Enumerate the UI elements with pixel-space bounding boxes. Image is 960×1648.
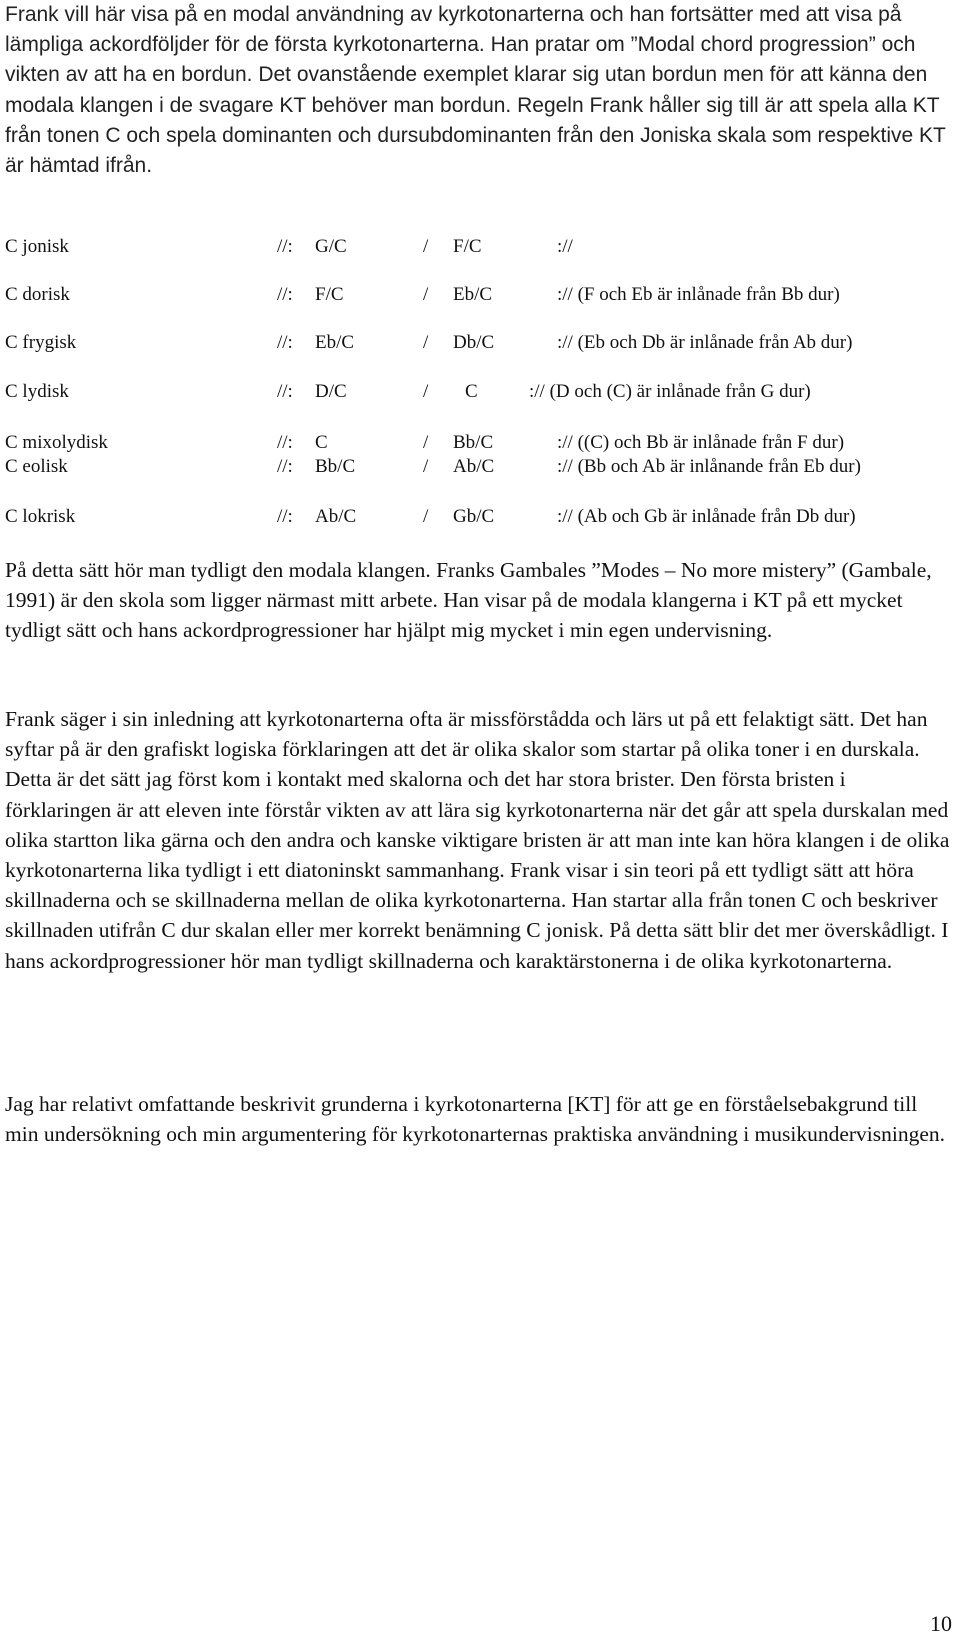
repeat-close-note: :// (Bb och Ab är inlånande från Eb dur) (557, 456, 861, 477)
mode-name: C lydisk (5, 381, 69, 402)
mode-name: C mixolydisk (5, 432, 108, 453)
repeat-close-note: :// ((C) och Bb är inlånade från F dur) (557, 432, 845, 453)
chord-1: D/C (315, 381, 347, 402)
chord-2: Bb/C (453, 432, 494, 453)
repeat-close-note: :// (Eb och Db är inlånade från Ab dur) (557, 332, 853, 353)
chord-1: G/C (315, 236, 347, 257)
chord-separator: / (423, 381, 429, 402)
chord-2: Ab/C (453, 456, 495, 477)
chord-separator: / (423, 456, 429, 477)
mode-name: C dorisk (5, 284, 70, 305)
chord-2: Db/C (453, 332, 495, 353)
body-paragraph-frank: Frank säger i sin inledning att kyrkotonarterna ofta är missförstådda och lärs ut på ett felaktigt sätt. Det han syftar på är den grafiskt logiska förklaringen att det är olika skalor som startar på olika toner i en durskala. Detta är det sätt jag först kom i kontakt med skalorna och det har stora brister. Den första bristen i förklaringen är att eleven inte förstår vikten av att lära sig kyrkotonarterna när det går att spela durskalan med olika startton lika gärna och den andra och kanske viktigare bristen är att man inte kan höra klangen i de olika kyrkotonarterna lika tydligt i ett diatoninskt sammanhang. Frank visar i sin teori på ett tydligt sätt att höra skillnaderna och se skillnaderna mellan de olika kyrkotonarterna. Han startar alla från tonen C och beskriver skillnaden utifrån C dur skalan eller mer korrekt benämning C jonisk. På detta sätt blir det mer överskådligt. I hans ackordprogressioner hör man tydligt skillnaderna och karaktärstonerna i de olika kyrkotonarterna. (5, 707, 950, 973)
chord-separator: / (423, 432, 429, 453)
repeat-close-note: :// (Ab och Gb är inlånade från Db dur) (557, 506, 856, 527)
chord-1: C (315, 432, 328, 453)
mode-name: C frygisk (5, 332, 77, 353)
intro-paragraph: Frank vill här visa på en modal användning av kyrkotonarterna och han fortsätter med att visa på lämpliga ackordföljder för de första kyrkotonarterna. Han pratar om ”Modal chord progression” och vikten av att ha en bordun. Det ovanstående exemplet klarar sig utan bordun men för att känna den modala klangen i de svagare KT behöver man bordun. Regeln Frank håller sig till är att spela alla KT från tonen C och spela dominanten och dursubdominanten från den Joniska skala som respektive KT är hämtad ifrån. (5, 3, 946, 178)
repeat-close-note: :// (D och (C) är inlånade från G dur) (529, 381, 811, 402)
page-number: 10 (930, 1611, 952, 1636)
chord-2: Gb/C (453, 506, 495, 527)
mode-name: C eolisk (5, 456, 68, 477)
repeat-open: //: (277, 236, 293, 257)
repeat-open: //: (277, 284, 293, 305)
chord-1: Bb/C (315, 456, 356, 477)
mode-name: C lokrisk (5, 506, 76, 527)
chord-1: F/C (315, 284, 344, 305)
body-paragraph-summary: Jag har relativt omfattande beskrivit grunderna i kyrkotonarterna [KT] för att ge en förståelsebakgrund till min undersökning och min argumentering för kyrkotonarternas praktiska användning i musikundervisningen. (5, 1092, 946, 1147)
chord-2: F/C (453, 236, 482, 257)
chord-2: Eb/C (453, 284, 493, 305)
mode-name: C jonisk (5, 236, 69, 257)
repeat-open: //: (277, 432, 293, 453)
repeat-open: //: (277, 332, 293, 353)
chord-separator: / (423, 506, 429, 527)
chord-separator: / (423, 236, 429, 257)
chord-1: Eb/C (315, 332, 355, 353)
repeat-close-note: :// (557, 236, 573, 257)
chord-separator: / (423, 332, 429, 353)
chord-1: Ab/C (315, 506, 357, 527)
repeat-open: //: (277, 456, 293, 477)
repeat-close-note: :// (F och Eb är inlånade från Bb dur) (557, 284, 840, 305)
repeat-open: //: (277, 381, 293, 402)
chord-2: C (465, 381, 478, 402)
body-paragraph-gambale: På detta sätt hör man tydligt den modala klangen. Franks Gambales ”Modes – No more mistery” (Gambale, 1991) är den skola som ligger närmast mitt arbete. Han visar på de modala klangerna i KT på ett mycket tydligt sätt och hans ackordprogressioner har hjälpt mig mycket i min egen undervisning. (5, 558, 932, 643)
repeat-open: //: (277, 506, 293, 527)
chord-separator: / (423, 284, 429, 305)
